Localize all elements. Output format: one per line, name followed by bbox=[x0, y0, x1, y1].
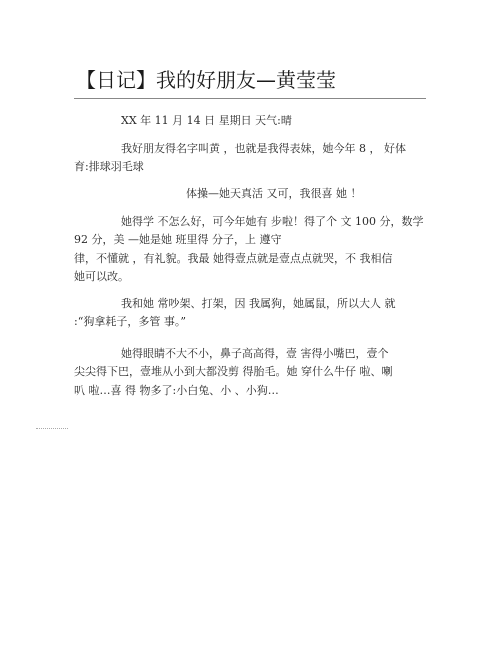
date-weather-line: XX 年 11 月 14 日 星期日 天气:晴 bbox=[121, 114, 292, 127]
paragraph-3-line-1: 她得学 不怎么好，可今年她有 步啦！得了个 文 100 分，数学 bbox=[121, 215, 424, 228]
paragraph-1-line-1: 我好朋友得名字叫黄 ，也就是我得表妹，她今年 8 ， 好体 bbox=[121, 142, 406, 155]
paragraph-2-line-1: 体操—她天真活 又可，我很喜 她 ！ bbox=[186, 187, 362, 200]
paragraph-1-line-2: 育:排球羽毛球 bbox=[74, 160, 144, 173]
footer-mark bbox=[36, 428, 68, 429]
title-divider bbox=[74, 98, 426, 99]
paragraph-3-line-3: 律，不懂就 ，有礼貌。我最 她得壹点就是壹点点就哭，不 我相信 bbox=[74, 252, 393, 265]
paragraph-4-line-1: 我和她 常吵架、打架，因 我属狗，她属鼠，所以大人 就 bbox=[121, 297, 396, 310]
document-title: 【日记】我的好朋友—黄莹莹 bbox=[76, 68, 336, 92]
paragraph-3-line-2: 92 分，美 —她是她 班里得 分子，上 遵守 bbox=[74, 233, 282, 246]
paragraph-5-line-3: 叭 啦…喜 得 物多了:小白兔、小 、小狗… bbox=[74, 384, 279, 397]
paragraph-4-line-2: :“狗拿耗子，多管 事。” bbox=[74, 315, 186, 328]
paragraph-3-line-4: 她可以改。 bbox=[74, 270, 129, 283]
paragraph-5-line-2: 尖尖得下巴，壹堆从小到大都没剪 得胎毛。她 穿什么牛仔 啦、喇 bbox=[74, 365, 393, 378]
paragraph-5-line-1: 她得眼睛不大不小，鼻子高高得，壹 害得小嘴巴，壹个 bbox=[121, 347, 389, 360]
